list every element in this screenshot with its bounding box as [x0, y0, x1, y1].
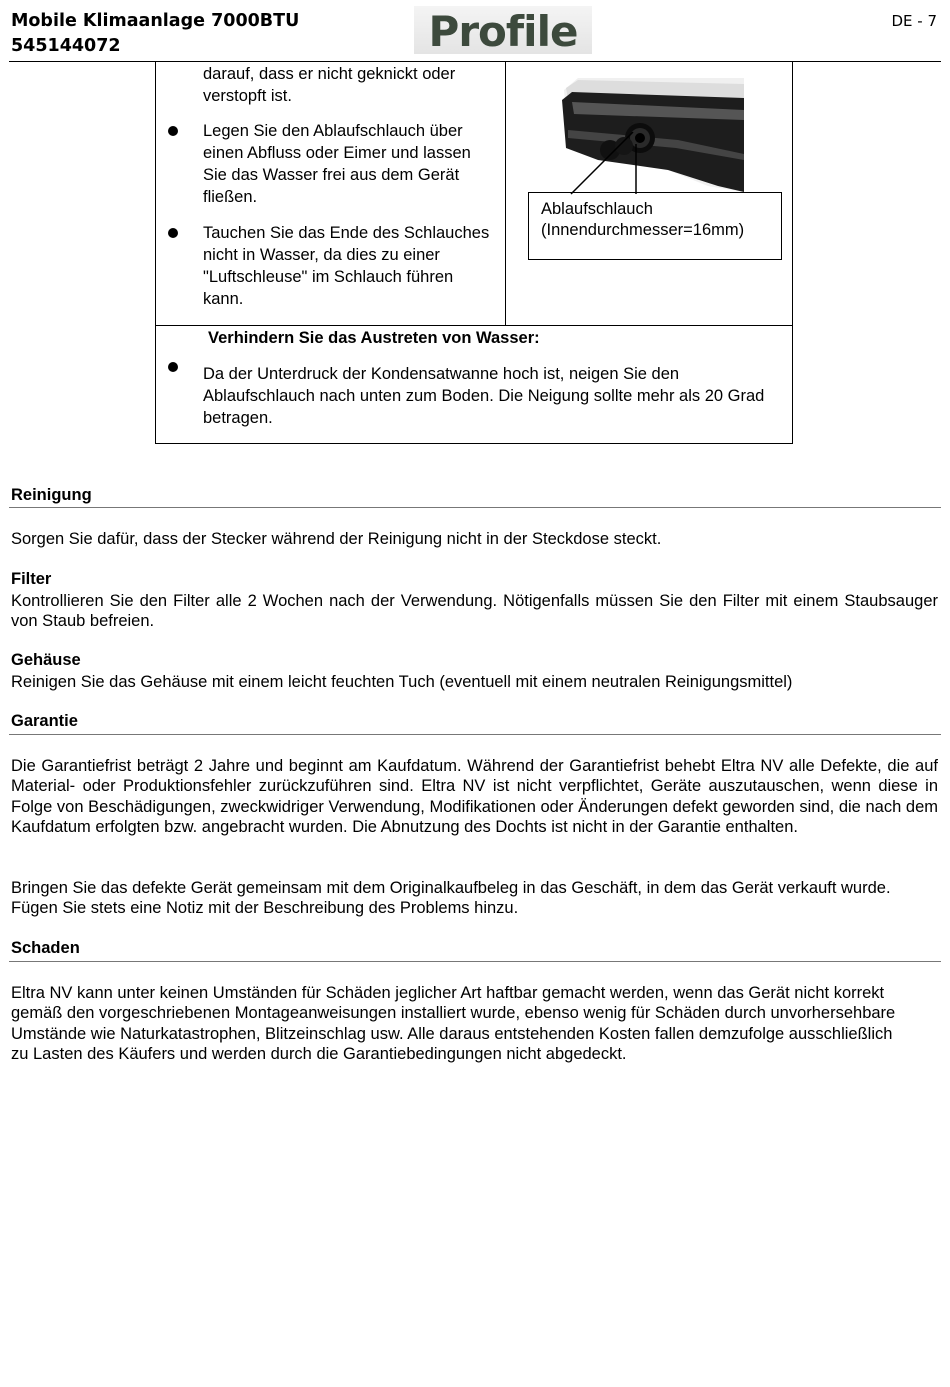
- warranty-paragraph-1: Die Garantiefrist beträgt 2 Jahre und beginnt am Kaufdatum. Während der Garantiefrist behebt Eltra NV alle Defekte, die auf Material- oder Produktionsfehler zurückzuführen sind. Eltra NV ist nicht verpflichtet, Geräte auszutauschen, wenn diese in Folge von Beschädigungen, zweckwidriger Verwendung, Modifikationen oder Änderungen defekt geworden sind, die nach dem Kaufdatum erfolgten bzw. angebracht wurden. Die Abnutzung des Dochts ist nicht in der Garantie enthalten.: [11, 757, 938, 837]
- warranty-paragraph-2: Bringen Sie das defekte Gerät gemeinsam mit dem Originalkaufbeleg in das Geschäft, in dem das Gerät verkauft wurde. Fügen Sie stets eine Notiz mit der Beschreibung des Problems hinzu.: [11, 879, 891, 918]
- filter-text: Kontrollieren Sie den Filter alle 2 Wochen nach der Verwendung. Nötigenfalls müssen Sie den Filter mit einem Staubsauger von Staub befreien.: [11, 592, 938, 631]
- section-divider: [9, 961, 941, 962]
- callout-leader-lines: [566, 132, 646, 197]
- cleaning-intro: Sorgen Sie dafür, dass der Stecker während der Reinigung nicht in der Steckdose steckt.: [11, 530, 662, 548]
- section-divider: [9, 734, 941, 735]
- table-row-divider: [156, 325, 792, 326]
- water-leak-text: Da der Unterdruck der Kondensatwanne hoch ist, neigen Sie den Ablaufschlauch nach unten zum Boden. Die Neigung sollte mehr als 20 Grad betragen.: [203, 365, 765, 427]
- document-title-line1: Mobile Klimaanlage 7000BTU: [11, 11, 300, 31]
- gehaeuse-text: Reinigen Sie das Gehäuse mit einem leicht feuchten Tuch (eventuell mit einem neutralen Reinigungsmittel): [11, 673, 793, 691]
- subheading-gehaeuse: Gehäuse: [11, 651, 81, 669]
- document-title-line2: 545144072: [11, 36, 121, 56]
- profile-logo: [414, 6, 592, 54]
- page-number: DE - 7: [891, 12, 937, 30]
- callout-label: Ablaufschlauch: [541, 200, 653, 218]
- logo-text: Profile: [428, 7, 578, 54]
- damage-text: Eltra NV kann unter keinen Umständen für Schäden jeglicher Art haftbar gemacht werden, wenn das Gerät nicht korrekt gemäß den vorgeschriebenen Montageanweisungen installiert wurde, ebenso wenig für Schäden durch unvorhersehbare Umstände wie Naturkatastrophen, Blitzeinschlag usw. Alle daraus entstehenden Kosten fallen demzufolge ausschließlich zu Lasten des Käufers und werden durch die Garantiebedingungen nicht abgedeckt.: [11, 984, 896, 1064]
- callout-diameter: (Innendurchmesser=16mm): [541, 221, 745, 239]
- subheading-filter: Filter: [11, 570, 52, 588]
- water-leak-heading: Verhindern Sie das Austreten von Wasser:: [208, 329, 540, 347]
- continued-text: darauf, dass er nicht geknickt oder verstopft ist.: [203, 65, 456, 105]
- bullet-dot: [168, 228, 178, 238]
- section-divider: [9, 507, 941, 508]
- section-heading-schaden: Schaden: [11, 939, 80, 957]
- bullet-text-1: Legen Sie den Ablaufschlauch über einen Abfluss oder Eimer und lassen Sie das Wasser frei aus dem Gerät fließen.: [203, 122, 471, 206]
- bullet-dot: [168, 362, 178, 372]
- instruction-table: [155, 62, 793, 444]
- section-heading-reinigung: Reinigung: [11, 486, 92, 504]
- bullet-text-2: Tauchen Sie das Ende des Schlauches nicht in Wasser, da dies zu einer "Luftschleuse" im Schlauch führen kann.: [203, 224, 490, 308]
- table-column-divider: [505, 62, 506, 325]
- document-title: [11, 9, 299, 59]
- bullet-dot: [168, 126, 178, 136]
- section-heading-garantie: Garantie: [11, 712, 78, 730]
- drain-hose-callout: [528, 192, 782, 260]
